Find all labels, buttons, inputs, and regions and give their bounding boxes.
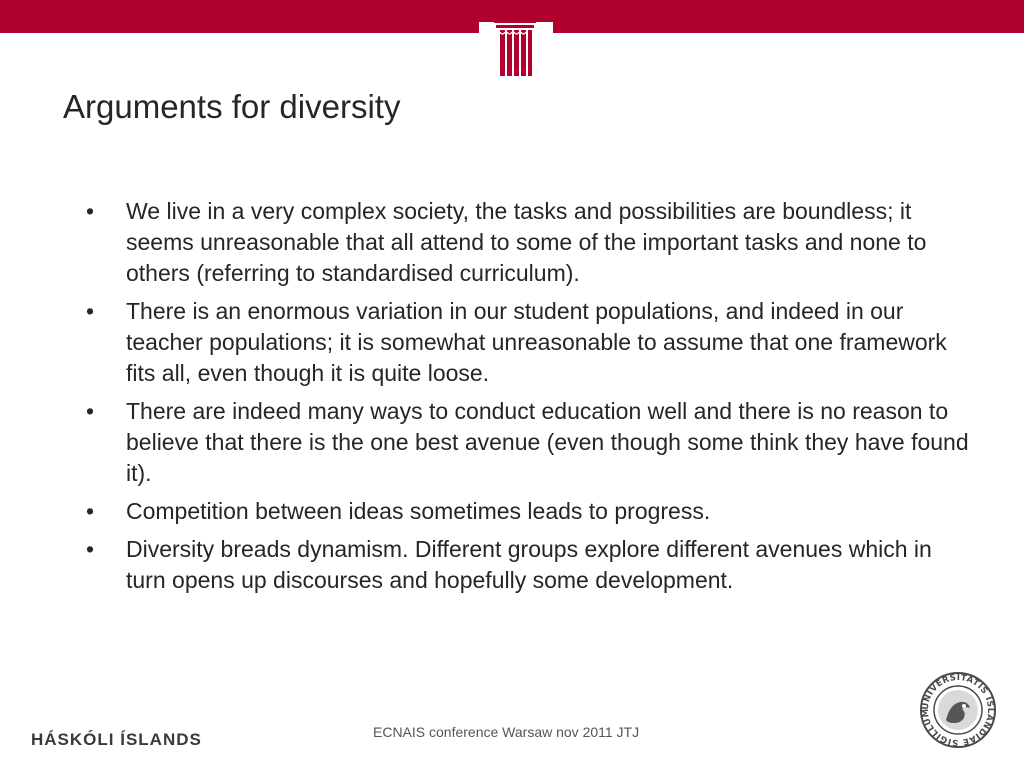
bullet-item xyxy=(86,496,971,527)
seal-lettering: UNIVERSITATIS ISLANDIAE SIGILLUM xyxy=(920,672,996,748)
slide-title: Arguments for diversity xyxy=(63,88,401,125)
university-column-logo-icon xyxy=(494,18,536,76)
footer-caption: ECNAIS conference Warsaw nov 2011 JTJ xyxy=(373,724,640,740)
bullet-text: Diversity breads dynamism. Different groups explore different avenues which in turn opens up discourses and hopefully some development. xyxy=(126,536,932,593)
bullet-marker: • xyxy=(86,536,95,562)
bullet-marker: • xyxy=(86,398,95,424)
bullet-item xyxy=(86,196,971,289)
bullet-marker: • xyxy=(86,498,95,524)
university-name: HÁSKÓLI ÍSLANDS xyxy=(31,730,202,749)
bullet-text: There is an enormous variation in our student populations, and indeed in our teacher populations; it is somewhat unreasonable to assume that one framework fits all, even though it is quite loose. xyxy=(126,298,947,386)
bullet-marker: • xyxy=(86,298,95,324)
university-seal-icon xyxy=(918,670,998,750)
bullet-text: Competition between ideas sometimes leads to progress. xyxy=(126,498,711,524)
bullet-item xyxy=(86,534,971,596)
bullet-text: We live in a very complex society, the tasks and possibilities are boundless; it seems unreasonable that all attend to some of the important tasks and none to others (referring to standardised curriculum). xyxy=(126,198,927,286)
bullet-item xyxy=(86,296,971,389)
bullet-text: There are indeed many ways to conduct education well and there is no reason to believe that there is the one best avenue (even though some think they have found it). xyxy=(126,398,969,486)
bullet-marker: • xyxy=(86,198,95,224)
bullet-item xyxy=(86,396,971,489)
bullet-list xyxy=(86,196,971,603)
